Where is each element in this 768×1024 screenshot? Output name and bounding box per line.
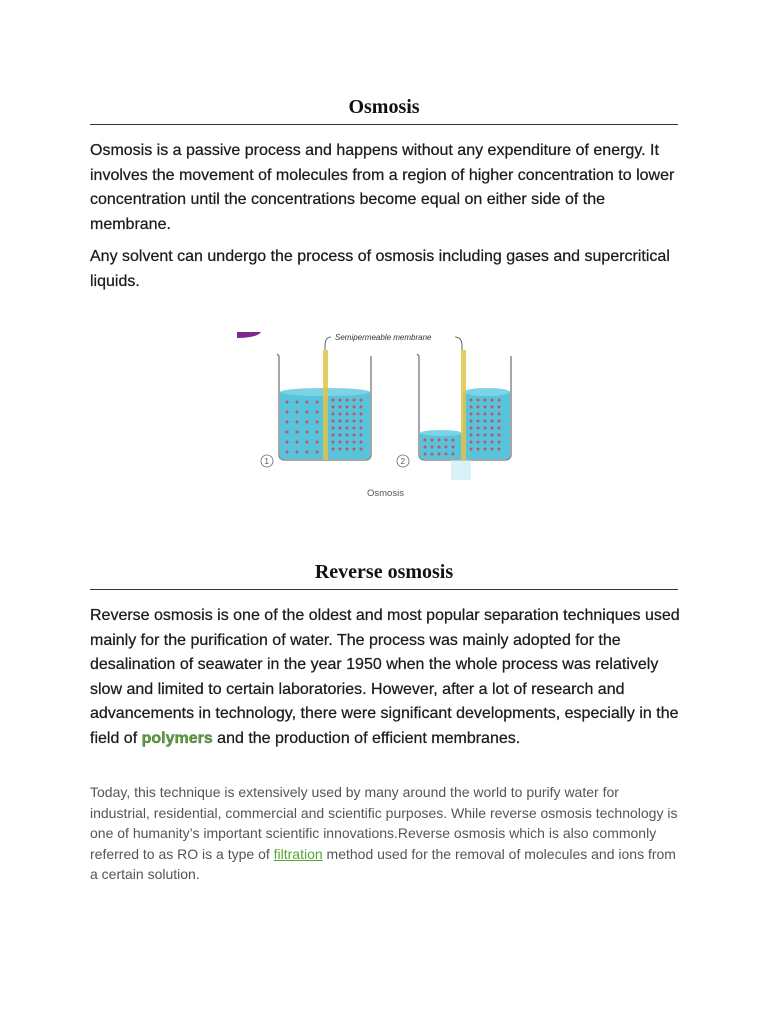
- solute-particle: [431, 439, 434, 442]
- solute-particle: [491, 448, 494, 451]
- reverse-osmosis-paragraph: [90, 604, 680, 751]
- solute-particle: [470, 448, 473, 451]
- solute-particle: [360, 399, 363, 402]
- solute-particle: [484, 399, 487, 402]
- solute-particle: [484, 413, 487, 416]
- solute-particle: [360, 413, 363, 416]
- solute-particle: [477, 441, 480, 444]
- solute-particle: [484, 434, 487, 437]
- solute-particle: [332, 448, 335, 451]
- solute-particle: [452, 446, 455, 449]
- solute-particle: [339, 434, 342, 437]
- membrane-1: [323, 350, 328, 460]
- membrane-leader-line-left: [325, 337, 331, 350]
- solute-particle: [306, 451, 309, 454]
- solute-particle: [445, 439, 448, 442]
- solute-particle: [498, 441, 501, 444]
- solute-particle: [498, 434, 501, 437]
- solute-particle: [286, 411, 289, 414]
- reverse-osmosis-intro-text: Reverse osmosis is one of the oldest and most popular separation techniques used mainly for the purification of water. The process was mainly adopted for the desalination of seawater in the year 1950 when the whole process was relatively slow and limited to certain laboratories. However, after a lot of research and advancements in technology, there were significant developments, especially in the field of: [90, 607, 680, 747]
- solute-particle: [498, 448, 501, 451]
- reverse-osmosis-outro-text: and the production of efficient membranes.: [212, 729, 521, 747]
- solute-particle: [452, 439, 455, 442]
- solute-particle: [286, 431, 289, 434]
- membrane-leader-line-right: [455, 337, 462, 350]
- solute-particle: [353, 441, 356, 444]
- solute-particle: [339, 399, 342, 402]
- solute-particle: [353, 448, 356, 451]
- polymers-link[interactable]: polymers: [141, 729, 213, 747]
- osmosis-figure: [237, 326, 527, 506]
- solute-particle: [498, 413, 501, 416]
- solute-particle: [332, 420, 335, 423]
- solute-particle: [296, 431, 299, 434]
- solute-particle: [470, 406, 473, 409]
- solute-particle: [498, 427, 501, 430]
- solute-particle: [332, 434, 335, 437]
- solute-particle: [316, 451, 319, 454]
- solute-particle: [306, 411, 309, 414]
- solute-particle: [484, 441, 487, 444]
- solute-particle: [296, 401, 299, 404]
- solute-particle: [484, 406, 487, 409]
- solute-particle: [431, 453, 434, 456]
- solute-particle: [296, 441, 299, 444]
- solute-particle: [498, 406, 501, 409]
- solute-particle: [339, 413, 342, 416]
- solute-particle: [491, 413, 494, 416]
- details-text-end: method used for the removal of molecules and ions from a certain solution.: [90, 845, 676, 883]
- solute-particle: [424, 453, 427, 456]
- solute-particle: [470, 420, 473, 423]
- solute-particle: [477, 434, 480, 437]
- solute-particle: [431, 446, 434, 449]
- step-1-label: 1: [264, 457, 269, 466]
- step-2-label: 2: [400, 457, 405, 466]
- solute-particle: [316, 401, 319, 404]
- solute-particle: [470, 399, 473, 402]
- solute-particle: [339, 448, 342, 451]
- solute-particle: [332, 441, 335, 444]
- membrane-label: Semipermeable membrane: [335, 333, 432, 342]
- solute-particle: [353, 420, 356, 423]
- solute-particle: [316, 421, 319, 424]
- solute-particle: [339, 420, 342, 423]
- solute-particle: [316, 411, 319, 414]
- solute-particle: [491, 434, 494, 437]
- solute-particle: [346, 441, 349, 444]
- solute-particle: [477, 448, 480, 451]
- solute-particle: [346, 448, 349, 451]
- filtration-link[interactable]: filtration: [273, 845, 323, 862]
- solute-particle: [360, 420, 363, 423]
- solute-particle: [470, 413, 473, 416]
- solute-particle: [306, 421, 309, 424]
- solute-particle: [477, 406, 480, 409]
- solute-particle: [491, 441, 494, 444]
- solute-particle: [316, 431, 319, 434]
- beaker-1: [277, 350, 371, 460]
- solute-particle: [424, 439, 427, 442]
- osmosis-paragraph-1: Osmosis is a passive process and happens without any expenditure of energy. It involves the movement of molecules from a region of higher concentration to lower concentration until the concentrations become equal on either side of the membrane.: [90, 142, 675, 233]
- solute-particle: [353, 406, 356, 409]
- solute-particle: [484, 448, 487, 451]
- solute-particle: [438, 453, 441, 456]
- solute-particle: [445, 453, 448, 456]
- solute-particle: [353, 413, 356, 416]
- solute-particle: [491, 420, 494, 423]
- solute-particle: [306, 401, 309, 404]
- solute-particle: [470, 434, 473, 437]
- solute-particle: [306, 431, 309, 434]
- solute-particle: [498, 420, 501, 423]
- solute-particle: [491, 399, 494, 402]
- solute-particle: [477, 413, 480, 416]
- solute-particle: [491, 427, 494, 430]
- reverse-osmosis-details-paragraph: [90, 782, 680, 885]
- solute-particle: [339, 427, 342, 430]
- solute-particle: [346, 420, 349, 423]
- solute-particle: [296, 421, 299, 424]
- purple-accent-mark: [237, 332, 261, 338]
- solute-particle: [445, 446, 448, 449]
- solute-particle: [360, 441, 363, 444]
- solute-particle: [484, 427, 487, 430]
- solute-particle: [332, 413, 335, 416]
- membrane-2: [461, 350, 466, 460]
- solute-particle: [470, 427, 473, 430]
- solute-particle: [296, 451, 299, 454]
- solute-particle: [477, 399, 480, 402]
- solute-particle: [360, 427, 363, 430]
- solute-particle: [306, 441, 309, 444]
- beaker-2: [417, 350, 511, 480]
- solute-particle: [346, 434, 349, 437]
- solute-particle: [360, 434, 363, 437]
- solute-particle: [332, 399, 335, 402]
- solute-particle: [286, 421, 289, 424]
- solute-particle: [332, 427, 335, 430]
- solute-particle: [360, 406, 363, 409]
- solute-particle: [353, 434, 356, 437]
- solute-particle: [353, 427, 356, 430]
- solute-particle: [286, 441, 289, 444]
- section-title-reverse-osmosis: Reverse osmosis: [90, 561, 678, 590]
- solute-particle: [346, 399, 349, 402]
- solute-particle: [353, 399, 356, 402]
- solute-particle: [438, 446, 441, 449]
- solute-particle: [470, 441, 473, 444]
- solute-particle: [346, 427, 349, 430]
- solute-particle: [286, 451, 289, 454]
- solute-particle: [477, 420, 480, 423]
- water-drip: [451, 460, 471, 480]
- solute-particle: [346, 413, 349, 416]
- solute-particle: [360, 448, 363, 451]
- figure-caption: Osmosis: [367, 488, 404, 499]
- solute-particle: [339, 441, 342, 444]
- solute-particle: [339, 406, 342, 409]
- solute-particle: [332, 406, 335, 409]
- section-title-osmosis: Osmosis: [90, 96, 678, 125]
- solute-particle: [316, 441, 319, 444]
- solute-particle: [286, 401, 289, 404]
- solute-particle: [346, 406, 349, 409]
- solute-particle: [498, 399, 501, 402]
- solute-particle: [477, 427, 480, 430]
- solute-particle: [484, 420, 487, 423]
- solute-particle: [491, 406, 494, 409]
- solute-particle: [452, 453, 455, 456]
- solute-particle: [296, 411, 299, 414]
- osmosis-paragraph-2: Any solvent can undergo the process of osmosis including gases and supercritical liquids.: [90, 248, 670, 290]
- details-text-start: Today, this technique is extensively used by many around the world to purify water for industrial, residential, commercial and scientific purposes. While reverse osmosis technology is one of humanity’s important scientific innovations.Reverse osmosis which is also commonly referred to as RO is a type of: [90, 784, 678, 862]
- solute-particle: [438, 439, 441, 442]
- solute-particle: [424, 446, 427, 449]
